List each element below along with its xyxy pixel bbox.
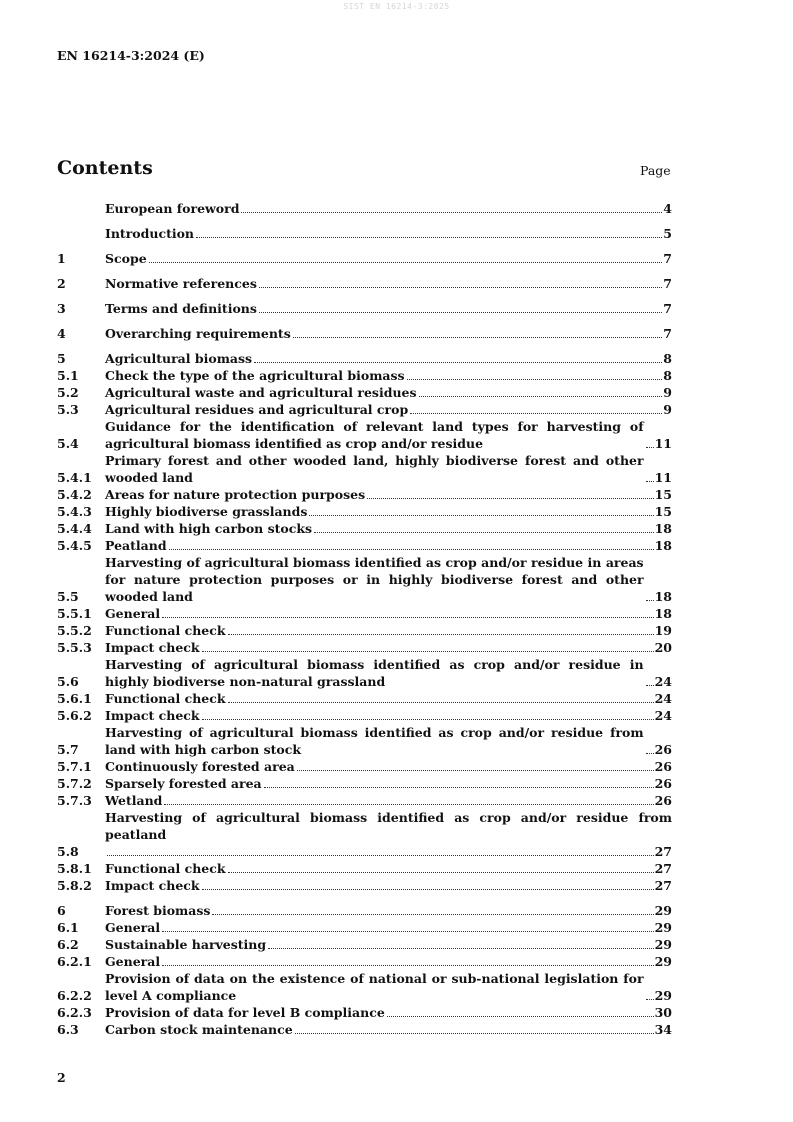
toc-entry-title: Harvesting of agricultural biomass identified as crop and/or residue from peatland <box>105 810 672 842</box>
dot-leader <box>259 311 662 313</box>
toc-entry-page: 24 <box>654 674 672 689</box>
dot-leader <box>241 211 662 213</box>
dot-leader <box>169 548 654 550</box>
toc-entry-title: Guidance for the identification of relevant land types for harvesting of agricultural biomass identified as crop and/or residue <box>105 419 644 451</box>
toc-entry-number: 6.3 <box>57 1022 79 1037</box>
toc-entry-title: Functional check <box>105 691 226 706</box>
dot-leader <box>367 497 653 499</box>
toc-entry-title: Terms and definitions <box>105 301 257 316</box>
dot-leader <box>646 998 654 1000</box>
toc-entry-page: 7 <box>663 326 672 341</box>
toc-entry-title: Overarching requirements <box>105 326 291 341</box>
dot-leader <box>646 752 654 754</box>
dot-leader <box>293 336 663 338</box>
toc-entry[interactable] <box>57 452 672 486</box>
dot-leader <box>268 947 653 949</box>
toc-entry-page: 18 <box>654 589 672 604</box>
dot-leader <box>228 871 654 873</box>
toc-entry-number: 5.7.1 <box>57 759 92 774</box>
toc-entry-page: 24 <box>654 708 672 723</box>
toc-entry-title: Agricultural waste and agricultural residues <box>105 385 417 400</box>
toc-entry-page: 29 <box>654 937 672 952</box>
toc-entry-title: Sustainable harvesting <box>105 937 267 952</box>
toc-entry-number: 6.2.3 <box>57 1005 92 1020</box>
toc-entry-title: Impact check <box>105 708 200 723</box>
toc-entry-title: Land with high carbon stocks <box>105 521 313 536</box>
toc-entry[interactable] <box>57 200 672 217</box>
toc-entry-page: 29 <box>654 903 672 918</box>
toc-entry-number: 6 <box>57 903 66 918</box>
dot-leader <box>228 701 654 703</box>
dot-leader <box>212 913 653 915</box>
toc-entry-page: 9 <box>663 385 672 400</box>
dot-leader <box>202 888 654 890</box>
dot-leader <box>164 803 653 805</box>
toc-entry-page: 18 <box>654 538 672 553</box>
toc-entry[interactable] <box>57 622 672 639</box>
toc-entry[interactable] <box>57 1004 672 1021</box>
toc-entry[interactable] <box>57 758 672 775</box>
toc-entry-number: 6.2.2 <box>57 988 92 1003</box>
toc-entry[interactable] <box>57 384 672 401</box>
toc-entry[interactable] <box>57 225 672 242</box>
toc-entry-title: Provision of data for level B compliance <box>105 1005 385 1020</box>
dot-leader <box>254 361 662 363</box>
toc-entry[interactable] <box>57 275 672 292</box>
toc-entry-title: Agricultural residues and agricultural crop <box>105 402 409 417</box>
toc-entry-number: 5.7 <box>57 742 79 757</box>
toc-entry-page: 11 <box>654 470 672 485</box>
toc-entry-title: Impact check <box>105 878 200 893</box>
toc-entry[interactable] <box>57 724 672 758</box>
toc-entry[interactable] <box>57 809 672 860</box>
toc-entry[interactable] <box>57 401 672 418</box>
dot-leader <box>387 1015 654 1017</box>
toc-entry-title: General <box>105 920 161 935</box>
toc-entry-page: 7 <box>663 301 672 316</box>
toc-entry-page: 26 <box>654 742 672 757</box>
toc-entry-number: 1 <box>57 251 66 266</box>
toc-entry[interactable] <box>57 350 672 367</box>
toc-entry-title: Areas for nature protection purposes <box>105 487 366 502</box>
toc-entry-title: Continuously forested area <box>105 759 295 774</box>
toc-entry-title: Sparsely forested area <box>105 776 262 791</box>
toc-entry[interactable] <box>57 537 672 554</box>
toc-entry-title: General <box>105 606 161 621</box>
toc-entry-page: 18 <box>654 521 672 536</box>
toc-entry[interactable] <box>57 300 672 317</box>
toc-entry-number: 5.8 <box>57 844 79 859</box>
toc-entry[interactable] <box>57 690 672 707</box>
toc-entry-page: 19 <box>654 623 672 638</box>
toc-entry-page: 15 <box>654 487 672 502</box>
toc-entry-title: Harvesting of agricultural biomass identified as crop and/or residue in areas for nature protection purposes or in highly biodiverse forest and other wooded land <box>105 555 644 604</box>
dot-leader <box>295 1032 654 1034</box>
document-id: EN 16214-3:2024 (E) <box>57 48 205 63</box>
toc-entry[interactable] <box>57 554 672 605</box>
dot-leader <box>314 531 654 533</box>
toc-entry-number: 6.2 <box>57 937 79 952</box>
toc-entry-page: 29 <box>654 954 672 969</box>
toc-entry-number: 5.7.3 <box>57 793 92 808</box>
contents-title: Contents <box>57 157 153 179</box>
watermark: SIST EN 16214-3:2025 <box>343 2 450 11</box>
toc-entry-number: 5.6 <box>57 674 79 689</box>
toc-entry-title: Functional check <box>105 861 226 876</box>
toc-entry-number: 5.4.2 <box>57 487 92 502</box>
toc-entry-page: 29 <box>654 988 672 1003</box>
toc-entry-page: 5 <box>663 226 672 241</box>
dot-leader <box>646 446 654 448</box>
toc-entry-page: 27 <box>654 844 672 859</box>
toc-entry[interactable] <box>57 877 672 894</box>
toc-entry-title: Primary forest and other wooded land, highly biodiverse forest and other wooded land <box>105 453 644 485</box>
toc-entry-page: 4 <box>663 201 672 216</box>
dot-leader <box>228 633 654 635</box>
dot-leader <box>419 395 663 397</box>
toc-entry-number: 5.2 <box>57 385 79 400</box>
toc-entry[interactable] <box>57 953 672 970</box>
toc-entry-page: 30 <box>654 1005 672 1020</box>
dot-leader <box>646 684 654 686</box>
dot-leader <box>162 964 653 966</box>
dot-leader <box>646 599 654 601</box>
toc-entry-number: 5.5.1 <box>57 606 92 621</box>
toc-entry[interactable] <box>57 486 672 503</box>
toc-entry-number: 2 <box>57 276 66 291</box>
toc-entry-title: General <box>105 954 161 969</box>
toc-entry-title: Check the type of the agricultural biomass <box>105 368 405 383</box>
toc-entry-number: 5.4.5 <box>57 538 92 553</box>
dot-leader <box>149 261 663 263</box>
toc-entry[interactable] <box>57 707 672 724</box>
dot-leader <box>202 650 654 652</box>
toc-entry-title: Wetland <box>105 793 163 808</box>
toc-entry-title: Harvesting of agricultural biomass identified as crop and/or residue from land with high carbon stock <box>105 725 644 757</box>
toc-entry-page: 20 <box>654 640 672 655</box>
toc-entry-number: 5 <box>57 351 66 366</box>
toc-entry[interactable] <box>57 792 672 809</box>
toc-entry-number: 3 <box>57 301 66 316</box>
toc-entry-number: 5.6.1 <box>57 691 92 706</box>
toc-entry[interactable] <box>57 325 672 342</box>
dot-leader <box>264 786 654 788</box>
toc-entry[interactable] <box>57 775 672 792</box>
toc-entry-number: 5.4.4 <box>57 521 92 536</box>
toc-entry-page: 27 <box>654 861 672 876</box>
toc-entry[interactable] <box>57 605 672 622</box>
table-of-contents <box>57 200 672 1038</box>
toc-entry[interactable] <box>57 1021 672 1038</box>
dot-leader <box>259 286 662 288</box>
dot-leader <box>410 412 662 414</box>
page-number: 2 <box>57 1070 66 1085</box>
toc-entry-page: 26 <box>654 776 672 791</box>
toc-entry-title: Forest biomass <box>105 903 211 918</box>
toc-entry-page: 11 <box>654 436 672 451</box>
dot-leader <box>646 480 654 482</box>
toc-entry-title: Functional check <box>105 623 226 638</box>
toc-entry-page: 7 <box>663 251 672 266</box>
page-column-label: Page <box>640 163 671 178</box>
toc-entry[interactable] <box>57 919 672 936</box>
toc-entry[interactable] <box>57 503 672 520</box>
toc-entry[interactable] <box>57 860 672 877</box>
toc-entry-number: 5.7.2 <box>57 776 92 791</box>
toc-entry[interactable] <box>57 936 672 953</box>
toc-entry[interactable] <box>57 250 672 267</box>
toc-entry[interactable] <box>57 520 672 537</box>
toc-entry-number: 5.1 <box>57 368 79 383</box>
toc-entry[interactable] <box>57 639 672 656</box>
toc-entry-number: 5.8.1 <box>57 861 92 876</box>
toc-entry-title: Highly biodiverse grasslands <box>105 504 308 519</box>
dot-leader <box>407 378 663 380</box>
toc-entry-page: 18 <box>654 606 672 621</box>
toc-entry-page: 9 <box>663 402 672 417</box>
toc-entry-number: 5.4.3 <box>57 504 92 519</box>
toc-entry-title: Peatland <box>105 538 167 553</box>
toc-entry-page: 8 <box>663 351 672 366</box>
toc-entry-number: 5.8.2 <box>57 878 92 893</box>
toc-entry-page: 26 <box>654 759 672 774</box>
dot-leader <box>162 930 653 932</box>
toc-entry[interactable] <box>57 970 672 1004</box>
toc-entry-page: 27 <box>654 878 672 893</box>
dot-leader <box>162 616 653 618</box>
toc-entry-number: 4 <box>57 326 66 341</box>
toc-entry-page: 7 <box>663 276 672 291</box>
toc-entry-page: 24 <box>654 691 672 706</box>
toc-entry-number: 6.1 <box>57 920 79 935</box>
toc-entry-number: 5.4.1 <box>57 470 92 485</box>
toc-entry[interactable] <box>57 367 672 384</box>
toc-entry-number: 5.6.2 <box>57 708 92 723</box>
toc-entry[interactable] <box>57 418 672 452</box>
toc-entry-number: 6.2.1 <box>57 954 92 969</box>
toc-entry-title: Impact check <box>105 640 200 655</box>
toc-entry-page: 15 <box>654 504 672 519</box>
toc-entry-page: 29 <box>654 920 672 935</box>
toc-entry[interactable] <box>57 902 672 919</box>
dot-leader <box>196 236 662 238</box>
toc-entry-number: 5.5.3 <box>57 640 92 655</box>
toc-entry-title: Carbon stock maintenance <box>105 1022 293 1037</box>
toc-entry-number: 5.5.2 <box>57 623 92 638</box>
dot-leader <box>107 854 654 856</box>
toc-entry-title: European foreword <box>105 201 240 216</box>
toc-entry[interactable] <box>57 656 672 690</box>
toc-entry-number: 5.4 <box>57 436 79 451</box>
toc-entry-title: Introduction <box>105 226 195 241</box>
toc-entry-title: Harvesting of agricultural biomass identified as crop and/or residue in highly biodiverse non-natural grassland <box>105 657 644 689</box>
toc-entry-number: 5.5 <box>57 589 79 604</box>
toc-entry-page: 34 <box>654 1022 672 1037</box>
toc-entry-title: Scope <box>105 251 147 266</box>
toc-entry-title: Normative references <box>105 276 257 291</box>
toc-entry-title: Agricultural biomass <box>105 351 253 366</box>
toc-entry-number: 5.3 <box>57 402 79 417</box>
toc-entry-title: Provision of data on the existence of national or sub-national legislation for level A compliance <box>105 971 644 1003</box>
dot-leader <box>297 769 654 771</box>
toc-entry-page: 26 <box>654 793 672 808</box>
dot-leader <box>309 514 653 516</box>
dot-leader <box>202 718 654 720</box>
toc-entry-page: 8 <box>663 368 672 383</box>
